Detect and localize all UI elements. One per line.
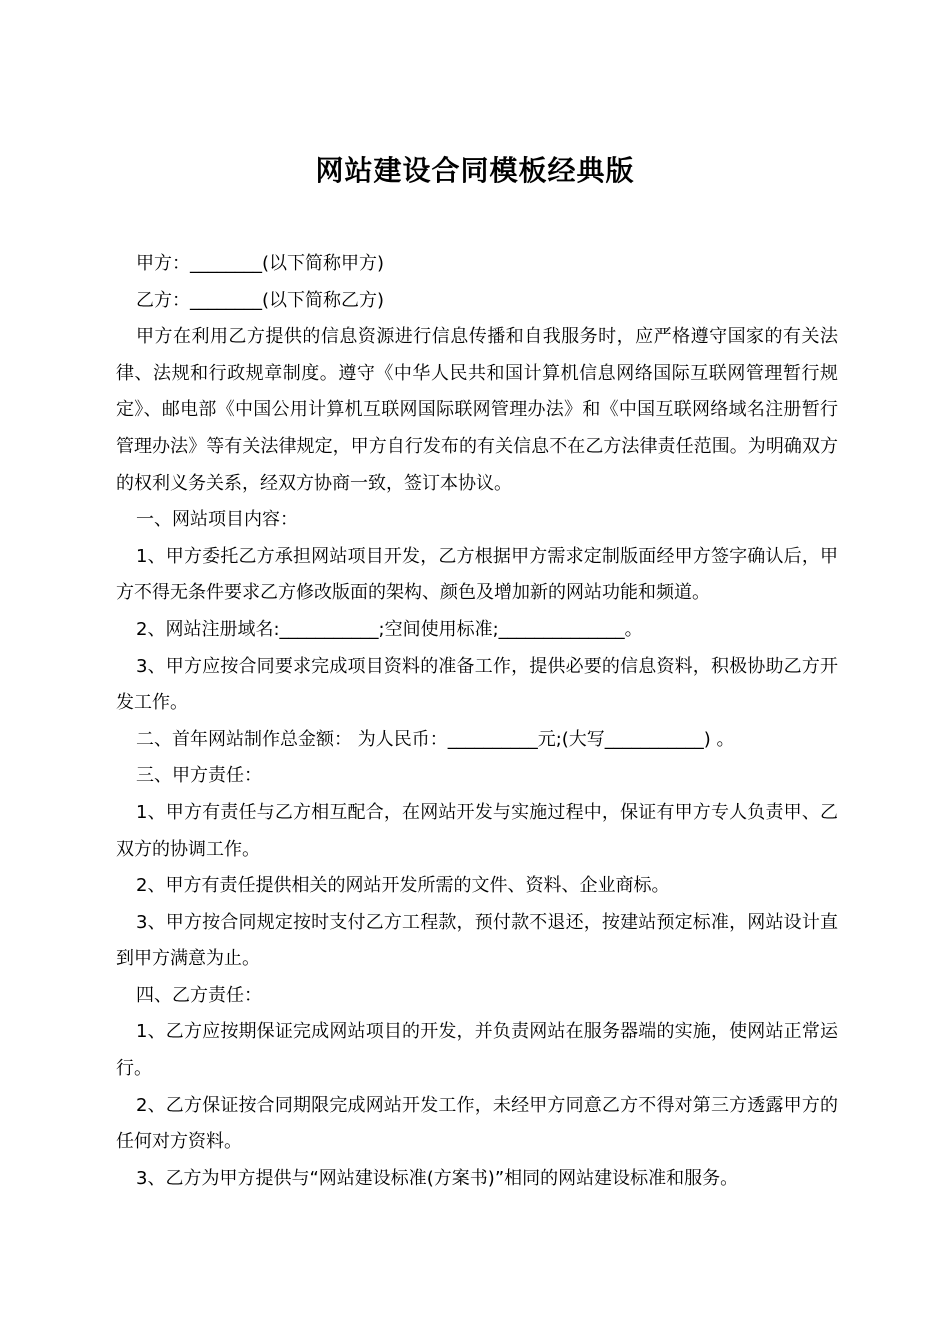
clause-4-1: 1、乙方应按期保证完成网站项目的开发，并负责网站在服务器端的实施，使网站正常运行。 <box>116 1021 838 1080</box>
preamble-paragraph: 甲方在利用乙方提供的信息资源进行信息传播和自我服务时，应严格遵守国家的有关法律、法规和行政规章制度。遵守《中华人民共和国计算机信息网络国际互联网管理暂行规定》、邮电部《中国公用计算机互联网国际联网管理办法》和《中国互联网络域名注册暂行管理办法》等有关法律规定，甲方自行发布的有关信息不在乙方法律责任范围。为明确双方的权利义务关系，经双方协商一致，签订本协议。 <box>116 326 838 494</box>
clause-4-2: 2、乙方保证按合同期限完成网站开发工作，未经甲方同意乙方不得对第三方透露甲方的任何对方资料。 <box>116 1094 838 1153</box>
party-a-line: 甲方：________(以下简称甲方) <box>136 253 385 274</box>
section-heading-3: 三、甲方责任： <box>136 765 262 787</box>
clause-4-3: 3、乙方为甲方提供与“网站建设标准(方案书)”相同的网站建设标准和服务。 <box>136 1167 739 1189</box>
section-heading-4: 四、乙方责任： <box>136 984 262 1006</box>
clause-3-1: 1、甲方有责任与乙方相互配合，在网站开发与实施过程中，保证有甲方专人负责甲、乙双方的协调工作。 <box>116 801 838 860</box>
section-heading-1: 一、网站项目内容： <box>136 509 298 531</box>
clause-3-2: 2、甲方有责任提供相关的网站开发所需的文件、资料、企业商标。 <box>136 875 670 897</box>
clause-1-2: 2、网站注册域名:___________;空间使用标准;______________。 <box>136 618 643 640</box>
clause-1-1: 1、甲方委托乙方承担网站项目开发，乙方根据甲方需求定制版面经甲方签字确认后，甲方不得无条件要求乙方修改版面的架构、颜色及增加新的网站功能和频道。 <box>116 545 838 604</box>
document-body <box>116 246 838 1197</box>
clause-1-3: 3、甲方应按合同要求完成项目资料的准备工作，提供必要的信息资料，积极协助乙方开发工作。 <box>116 655 838 714</box>
document-title: 网站建设合同模板经典版 <box>315 153 635 187</box>
clause-3-3: 3、甲方按合同规定按时支付乙方工程款，预付款不退还，按建站预定标准，网站设计直到甲方满意为止。 <box>116 911 838 970</box>
section-heading-2: 二、首年网站制作总金额： 为人民币：__________元;(大写___________) 。 <box>136 728 735 750</box>
party-b-line: 乙方：________(以下简称乙方) <box>136 289 385 311</box>
